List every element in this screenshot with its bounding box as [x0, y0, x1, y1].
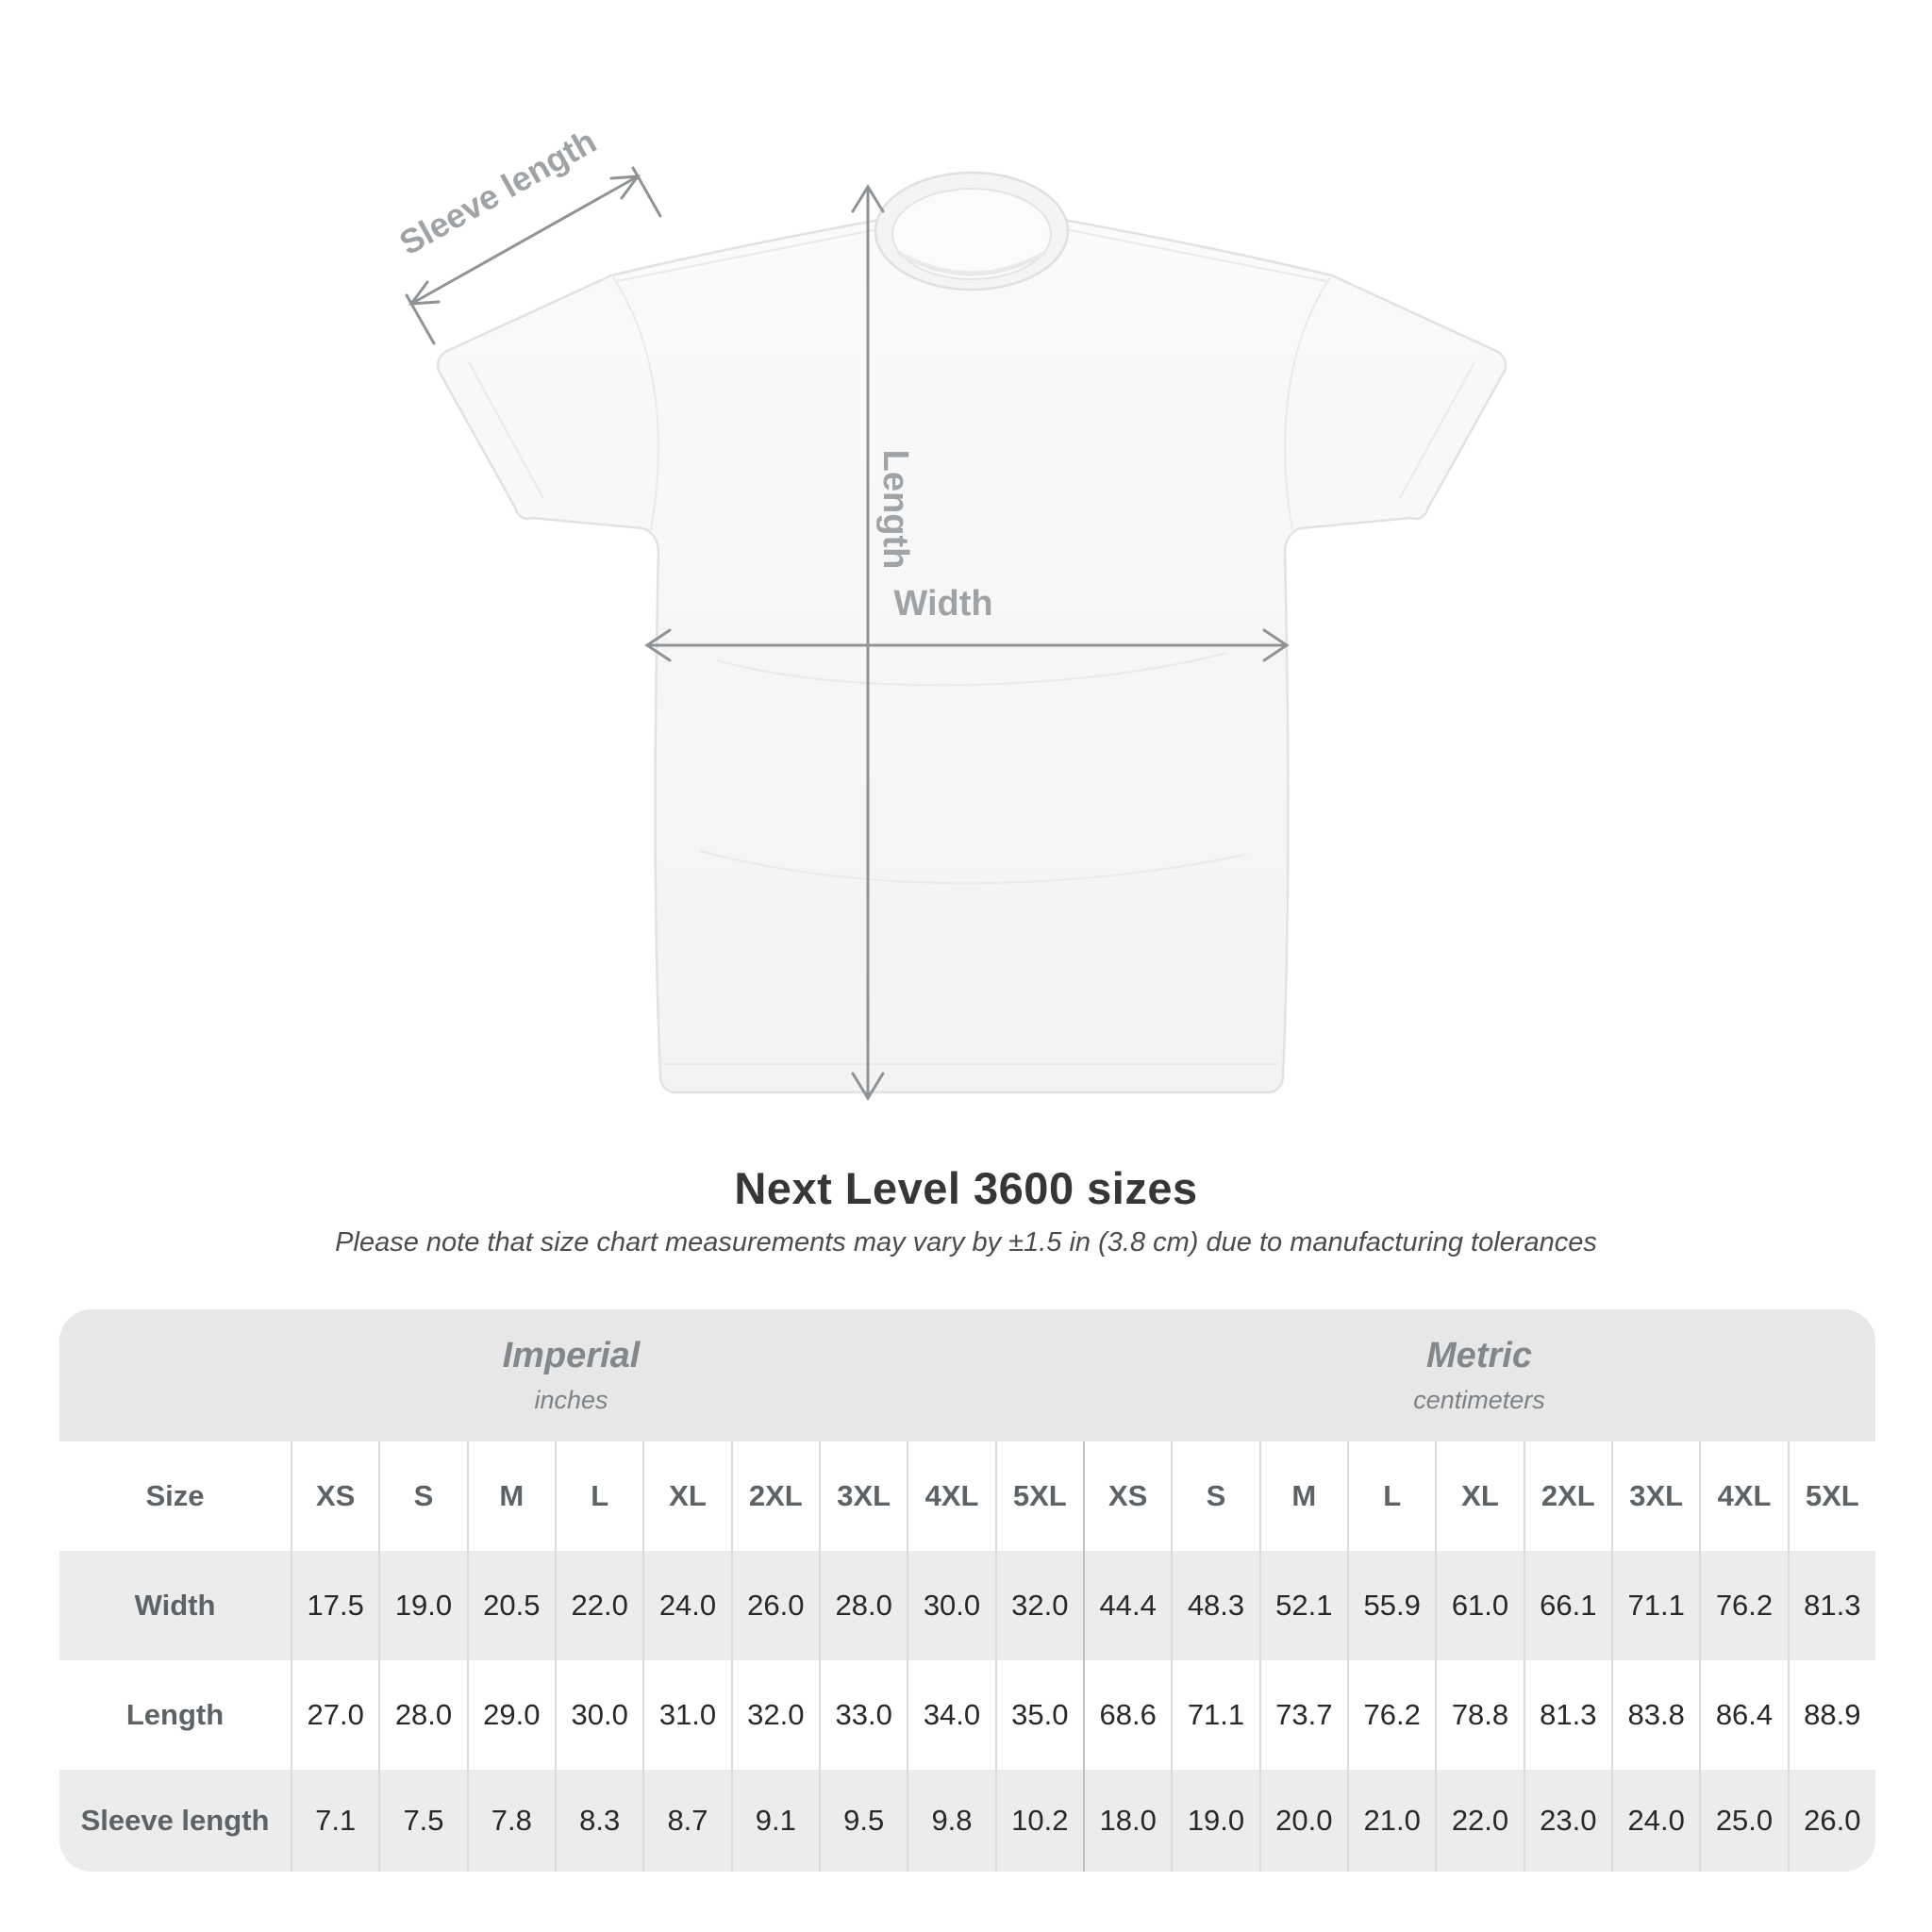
cell: 81.3	[1788, 1551, 1875, 1660]
cell: 76.2	[1347, 1660, 1435, 1770]
cell: 83.8	[1611, 1660, 1699, 1770]
cell: 18.0	[1083, 1770, 1171, 1872]
cell: 78.8	[1435, 1660, 1523, 1770]
size-header: 2XL	[731, 1441, 819, 1551]
cell: 21.0	[1347, 1770, 1435, 1872]
cell: 81.3	[1524, 1660, 1611, 1770]
cell: 30.0	[907, 1551, 994, 1660]
tolerance-note: Please note that size chart measurements may vary by ±1.5 in (3.8 cm) due to manufacturing tolerances	[335, 1227, 1597, 1257]
cell: 25.0	[1699, 1770, 1787, 1872]
cell: 48.3	[1171, 1551, 1258, 1660]
cell: 22.0	[1435, 1770, 1523, 1872]
size-header: L	[555, 1441, 642, 1551]
metric-label: Metric	[1426, 1336, 1532, 1375]
metric-unit: centimeters	[1413, 1386, 1545, 1414]
cell: 52.1	[1259, 1551, 1347, 1660]
unit-band	[59, 1309, 1875, 1441]
table-row-width	[59, 1551, 1875, 1660]
size-header-row	[59, 1441, 1875, 1551]
size-header: M	[1259, 1441, 1347, 1551]
cell: 28.0	[378, 1660, 466, 1770]
cell: 7.1	[291, 1770, 378, 1872]
size-header: 5XL	[995, 1441, 1083, 1551]
cell: 20.5	[467, 1551, 555, 1660]
cell: 23.0	[1524, 1770, 1611, 1872]
cell: 10.2	[995, 1770, 1083, 1872]
cell: 35.0	[995, 1660, 1083, 1770]
imperial-label: Imperial	[502, 1336, 641, 1375]
cell: 88.9	[1788, 1660, 1875, 1770]
title-block	[0, 1162, 1932, 1258]
cell: 28.0	[819, 1551, 907, 1660]
length-label: Length	[874, 449, 915, 570]
cell: 32.0	[731, 1660, 819, 1770]
cell: 8.7	[642, 1770, 730, 1872]
imperial-unit: inches	[534, 1386, 608, 1414]
cell: 30.0	[555, 1660, 642, 1770]
size-header: S	[1171, 1441, 1258, 1551]
cell: 9.1	[731, 1770, 819, 1872]
tshirt-illustration	[438, 173, 1506, 1092]
cell: 7.5	[378, 1770, 466, 1872]
size-header: S	[378, 1441, 466, 1551]
size-header: 5XL	[1788, 1441, 1875, 1551]
page-title: Next Level 3600 sizes	[734, 1163, 1198, 1213]
cell: 19.0	[1171, 1770, 1258, 1872]
size-header: XL	[1435, 1441, 1523, 1551]
cell: 9.5	[819, 1770, 907, 1872]
cell: 66.1	[1524, 1551, 1611, 1660]
imperial-group-header	[59, 1309, 1083, 1441]
cell: 26.0	[1788, 1770, 1875, 1872]
table-row-length	[59, 1660, 1875, 1770]
width-label: Width	[893, 584, 993, 624]
cell: 33.0	[819, 1660, 907, 1770]
cell: 34.0	[907, 1660, 994, 1770]
metric-group-header	[1083, 1309, 1875, 1441]
size-header: XS	[1083, 1441, 1171, 1551]
cell: 68.6	[1083, 1660, 1171, 1770]
cell: 44.4	[1083, 1551, 1171, 1660]
cell: 20.0	[1259, 1770, 1347, 1872]
cell: 19.0	[378, 1551, 466, 1660]
cell: 17.5	[291, 1551, 378, 1660]
size-column-header: Size	[145, 1479, 205, 1512]
size-header: XS	[291, 1441, 378, 1551]
size-table	[59, 1309, 1875, 1872]
cell: 61.0	[1435, 1551, 1523, 1660]
cell: 32.0	[995, 1551, 1083, 1660]
cell: 27.0	[291, 1660, 378, 1770]
cell: 73.7	[1259, 1660, 1347, 1770]
cell: 26.0	[731, 1551, 819, 1660]
size-header: L	[1347, 1441, 1435, 1551]
cell: 55.9	[1347, 1551, 1435, 1660]
cell: 76.2	[1699, 1551, 1787, 1660]
cell: 7.8	[467, 1770, 555, 1872]
cell: 9.8	[907, 1770, 994, 1872]
size-header: 3XL	[819, 1441, 907, 1551]
cell: 29.0	[467, 1660, 555, 1770]
size-header: 4XL	[907, 1441, 994, 1551]
cell: 86.4	[1699, 1660, 1787, 1770]
cell: 22.0	[555, 1551, 642, 1660]
row-label: Length	[125, 1698, 225, 1731]
cell: 71.1	[1171, 1660, 1258, 1770]
collar	[875, 173, 1068, 290]
sleeve-length-label: Sleeve length	[392, 121, 603, 263]
row-label: Sleeve length	[80, 1804, 270, 1837]
cell: 8.3	[555, 1770, 642, 1872]
cell: 24.0	[1611, 1770, 1699, 1872]
size-header: 4XL	[1699, 1441, 1787, 1551]
cell: 71.1	[1611, 1551, 1699, 1660]
size-header: M	[467, 1441, 555, 1551]
cell: 31.0	[642, 1660, 730, 1770]
size-header: 2XL	[1524, 1441, 1611, 1551]
size-header: 3XL	[1611, 1441, 1699, 1551]
table-row-sleeve-length	[59, 1770, 1875, 1872]
row-label: Width	[134, 1589, 216, 1622]
cell: 24.0	[642, 1551, 730, 1660]
size-header: XL	[642, 1441, 730, 1551]
